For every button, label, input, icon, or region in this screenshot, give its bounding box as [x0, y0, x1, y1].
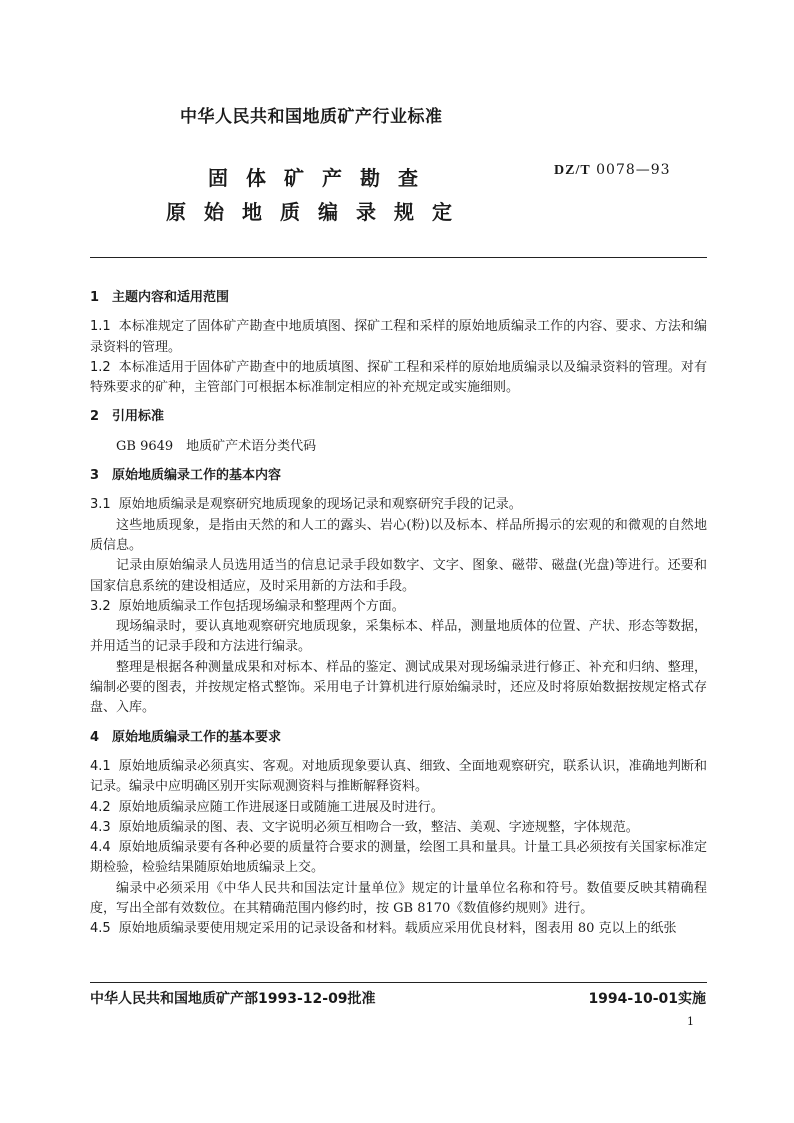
clause-text: 原始地质编录必须真实、客观。对地质现象要认真、细致、全面地观察研究，联系认识，准确地判断和记录。编录中应明确区别开实际观测资料与推断解释资料。 — [90, 758, 707, 795]
clause-number: 1.1 — [90, 319, 111, 335]
clause-text: 原始地质编录应随工作进展逐日或随施工进展及时进行。 — [118, 799, 444, 815]
clause-text: 原始地质编录是观察研究地质现象的现场记录和观察研究手段的记录。 — [118, 497, 522, 513]
clause-4-3 — [90, 818, 707, 838]
section-3-heading: 3 原始地质编录工作的基本内容 — [90, 468, 282, 484]
clause-text: 本标准适用于固体矿产勘查中的地质填图、探矿工程和采样的原始地质编录以及编录资料的管理。对有特殊要求的矿种，主管部门可根据本标准制定相应的补充规定或实施细则。 — [90, 359, 707, 396]
clause-text: 原始地质编录要使用规定采用的记录设备和材料。载质应采用优良材料，图表用 80 克以上的纸张 — [118, 921, 677, 937]
clause-3-2 — [90, 597, 707, 617]
clause-number: 3.1 — [90, 497, 111, 513]
clause-text: 原始地质编录的图、表、文字说明必须互相吻合一致，整洁、美观、字迹规整，字体规范。 — [118, 819, 639, 835]
section-1-heading: 1 主题内容和适用范围 — [90, 290, 230, 305]
paragraph: 整理是根据各种测量成果和对标本、样品的鉴定、测试成果对现场编录进行修正、补充和归纳、整理，编制必要的图表，并按规定格式整饰。采用电子计算机进行原始编录时，还应及时将原始数据按规定格式存盘、入库。 — [90, 659, 707, 716]
approval-line: 中华人民共和国地质矿产部1993-12-09批准 — [90, 991, 376, 1007]
ministry-standard-title: 中华人民共和国地质矿产行业标准 — [180, 107, 443, 127]
paragraph: 现场编录时，要认真地观察研究地质现象，采集标本、样品，测量地质体的位置、产状、形态等数据，并用适当的记录手段和方法进行编录。 — [90, 619, 707, 655]
section-2-heading: 2 引用标准 — [90, 409, 165, 425]
standard-code-prefix: DZ/T — [554, 163, 591, 178]
document-body — [90, 288, 707, 940]
clause-3-1 — [90, 495, 707, 515]
clause-number: 1.2 — [90, 359, 111, 375]
clause-4-4 — [90, 838, 707, 879]
paragraph: 记录由原始编录人员选用适当的信息记录手段如数字、文字、图象、磁带、磁盘(光盘)等进行。还要和国家信息系统的建设相适应，及时采用新的方法和手段。 — [90, 558, 707, 594]
standard-code-number: 0078—93 — [596, 162, 671, 178]
paragraph: 这些地质现象，是指由天然的和人工的露头、岩心(粉)以及标本、样品所揭示的宏观的和微观的自然地质信息。 — [90, 517, 707, 553]
standard-code — [554, 162, 671, 179]
page-number: 1 — [687, 1015, 694, 1028]
document-title-line-1: 固体矿产勘查 — [208, 166, 436, 190]
clause-1-1 — [90, 317, 707, 358]
clause-number: 4.2 — [90, 799, 111, 815]
clause-text: 原始地质编录工作包括现场编录和整理两个方面。 — [118, 598, 405, 614]
clause-4-2 — [90, 798, 707, 818]
clause-4-1 — [90, 757, 707, 798]
clause-text: 原始地质编录要有各种必要的质量符合要求的测量，绘图工具和量具。计量工具必须按有关国家标准定期检验，检验结果随原始地质编录上交。 — [90, 840, 707, 876]
document-title-line-2: 原始地质编录规定 — [166, 200, 470, 224]
section-4-heading: 4 原始地质编录工作的基本要求 — [90, 729, 282, 745]
clause-number: 3.2 — [90, 598, 111, 614]
clause-4-5 — [90, 919, 707, 939]
paragraph: 编录中必须采用《中华人民共和国法定计量单位》规定的计量单位名称和符号。数值要反映其精确程度，写出全部有效数位。在其精确范围内修约时，按 GB 8170《数值修约规则》进行。 — [90, 880, 707, 917]
clause-1-2 — [90, 358, 707, 399]
clause-number: 4.4 — [90, 840, 111, 856]
header-divider — [90, 257, 707, 258]
footer-divider — [90, 982, 707, 983]
clause-text: 本标准规定了固体矿产勘查中地质填图、探矿工程和采样的原始地质编录工作的内容、要求、方法和编录资料的管理。 — [90, 319, 707, 355]
clause-number: 4.3 — [90, 819, 111, 835]
referenced-standard: GB 9649 地质矿产术语分类代码 — [116, 438, 317, 454]
clause-number: 4.1 — [90, 758, 111, 774]
clause-number: 4.5 — [90, 921, 111, 937]
effective-date: 1994-10-01实施 — [588, 991, 706, 1007]
